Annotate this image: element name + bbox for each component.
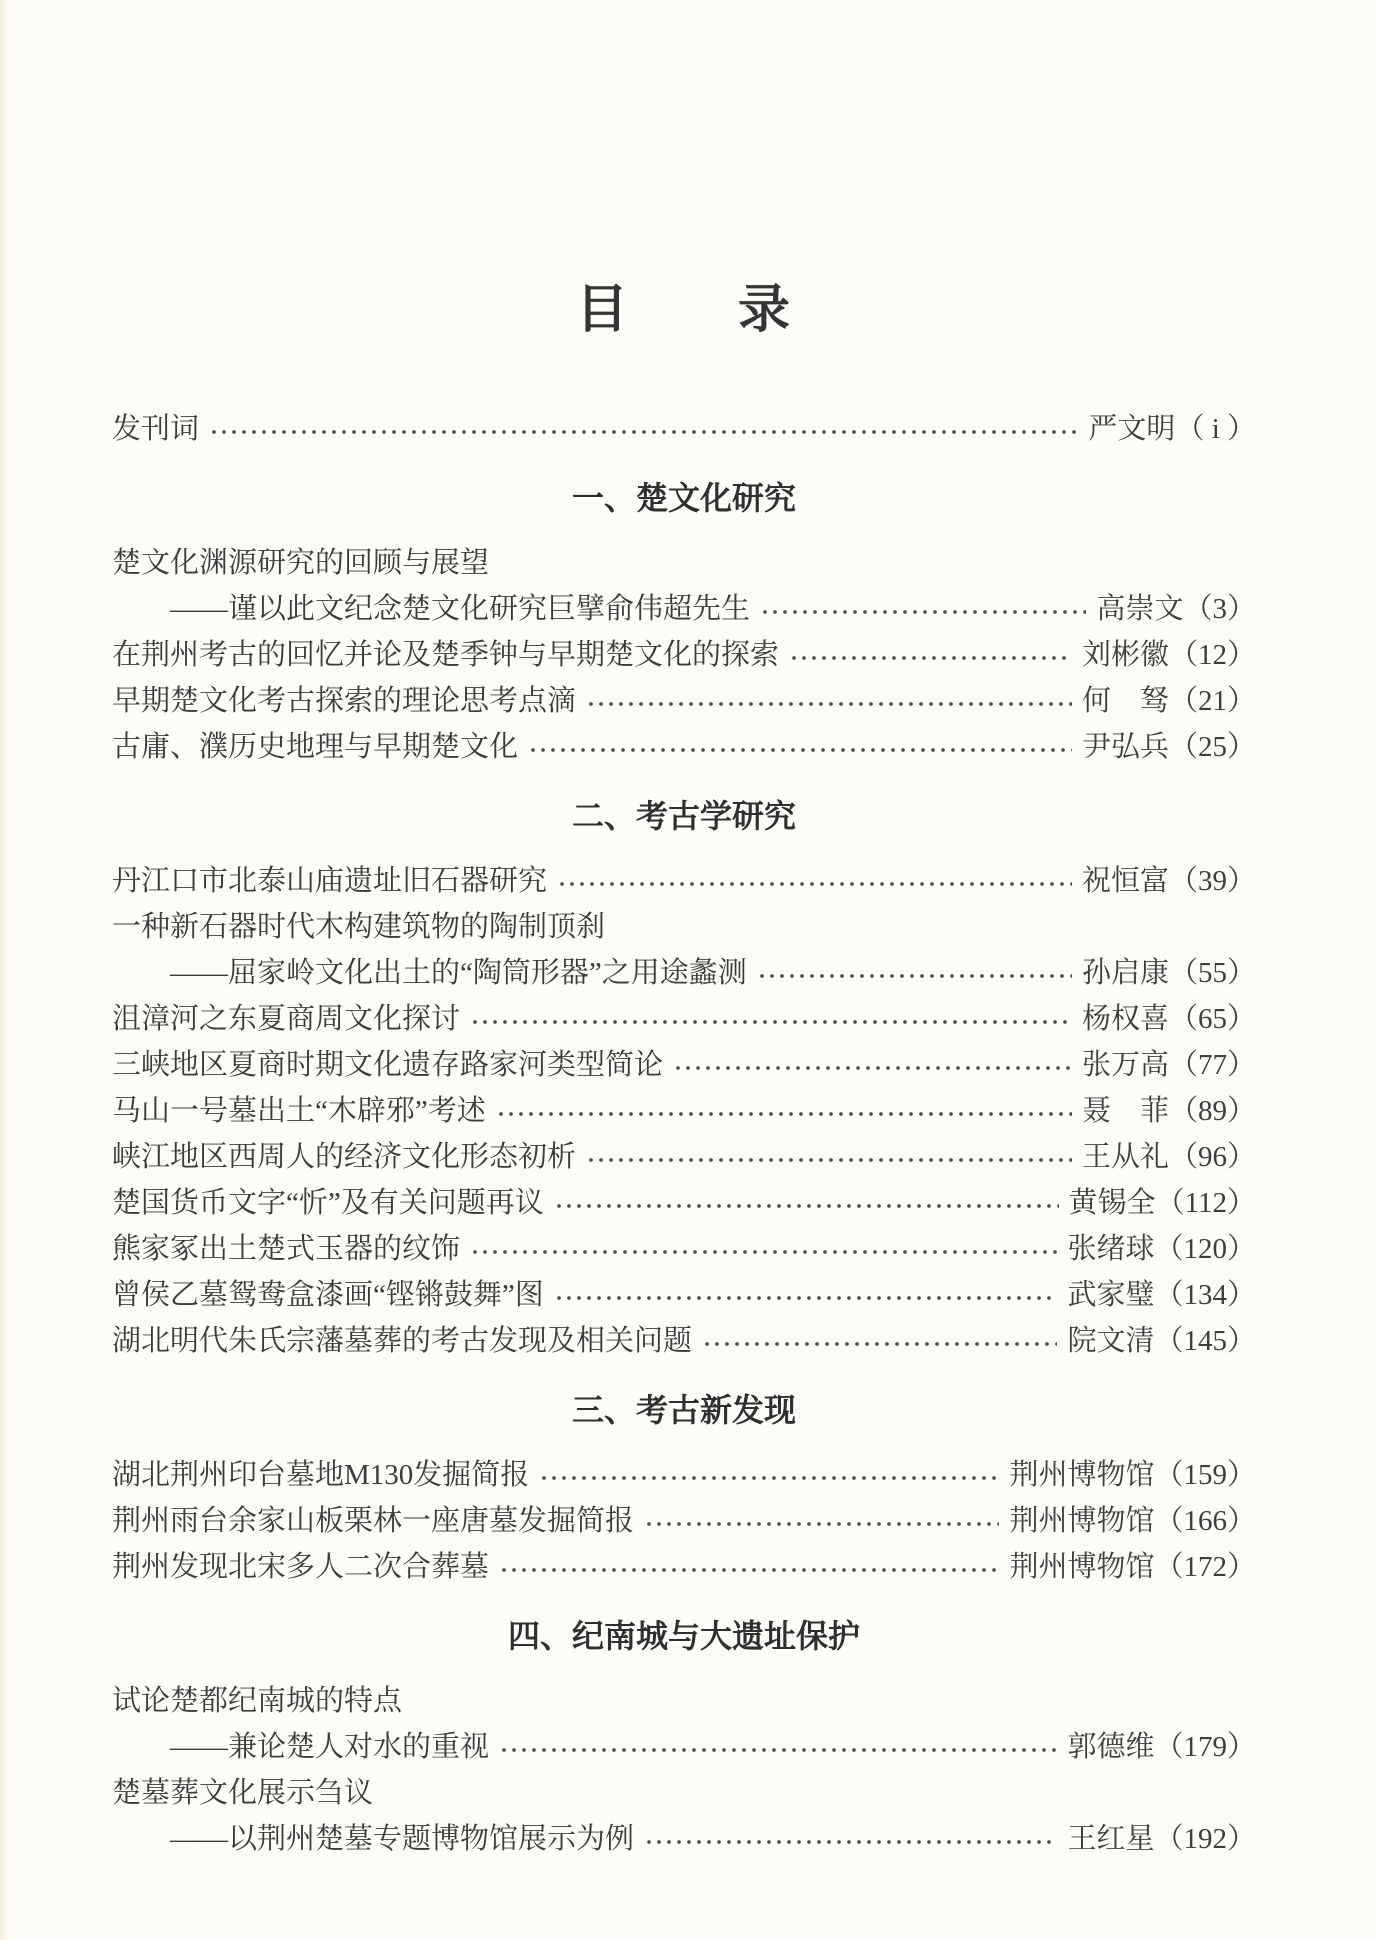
entry-author: 院文清 — [1067, 1325, 1155, 1357]
entry-title: 沮漳河之东夏商周文化探讨 — [112, 1003, 461, 1035]
entry-author: 祝恒富 — [1081, 865, 1169, 897]
entry-title: 一种新石器时代木构建筑物的陶制顶刹 — [112, 911, 606, 943]
entry-title: 在荆州考古的回忆并论及楚季钟与早期楚文化的探索 — [112, 639, 780, 671]
scan-page-edge — [0, 0, 10, 1940]
entry-page-number: （ i ） — [1175, 413, 1256, 445]
dot-leader — [537, 1452, 999, 1498]
entry-page-number: （21） — [1168, 685, 1256, 717]
entry-title: 三峡地区夏商时期文化遗存路家河类型简论 — [112, 1049, 664, 1081]
entry-author: 荆州博物馆 — [1009, 1551, 1155, 1583]
toc-entry-line — [112, 1088, 1256, 1134]
entry-title: 楚国货币文字“忻”及有关问题再议 — [112, 1187, 544, 1219]
entry-page-number: （77） — [1168, 1049, 1256, 1081]
dot-leader — [552, 1180, 1059, 1226]
entry-title: 荆州发现北宋多人二次合葬墓 — [112, 1551, 490, 1583]
dot-leader — [552, 1272, 1058, 1318]
entry-author: 何 驽 — [1081, 685, 1169, 717]
entry-page-number: （89） — [1168, 1095, 1256, 1127]
toc-entry-line — [112, 1452, 1256, 1498]
entry-page-number: （145） — [1154, 1325, 1256, 1357]
dot-leader — [468, 996, 1072, 1042]
section-heading: 四、纪南城与大遗址保护 — [507, 1618, 860, 1654]
toc-entry-line — [112, 950, 1256, 996]
dot-leader — [497, 1724, 1057, 1770]
entry-author: 武家璧 — [1067, 1279, 1155, 1311]
entry-page-number: （179） — [1154, 1731, 1256, 1763]
toc-entry-line — [112, 1134, 1256, 1180]
entry-title: 早期楚文化考古探索的理论思考点滴 — [112, 685, 577, 717]
entry-title: 湖北荆州印台墓地M130发掘简报 — [112, 1459, 530, 1491]
entry-author: 郭德维 — [1067, 1731, 1155, 1763]
entry-author: 荆州博物馆 — [1009, 1459, 1155, 1491]
entry-title: 楚文化渊源研究的回顾与展望 — [112, 547, 490, 579]
dot-leader — [584, 678, 1072, 724]
entry-title: 楚墓葬文化展示刍议 — [112, 1777, 374, 1809]
toc-entry-line — [112, 678, 1256, 724]
toc-entry-line — [112, 1770, 1256, 1816]
entry-title: 荆州雨台余家山板栗林一座唐墓发掘简报 — [112, 1505, 635, 1537]
dot-leader — [700, 1318, 1057, 1364]
dot-leader — [497, 1544, 999, 1590]
entry-page-number: （192） — [1154, 1823, 1256, 1855]
entry-author: 张绪球 — [1067, 1233, 1155, 1265]
entry-page-number: （159） — [1154, 1459, 1256, 1491]
entry-author: 严文明 — [1088, 413, 1176, 445]
section-heading: 三、考古新发现 — [571, 1392, 796, 1428]
entry-author: 王红星 — [1067, 1823, 1155, 1855]
entry-subtitle: ——以荆州楚墓专题博物馆展示为例 — [170, 1823, 635, 1855]
toc-entry-line — [112, 1180, 1256, 1226]
toc-entry-line — [112, 1498, 1256, 1544]
toc-entry-line — [112, 632, 1256, 678]
entry-page-number: （172） — [1154, 1551, 1256, 1583]
entry-author: 高崇文 — [1096, 593, 1184, 625]
entry-title: 湖北明代朱氏宗藩墓葬的考古发现及相关问题 — [112, 1325, 693, 1357]
entry-subtitle: ——屈家岭文化出土的“陶筒形器”之用途蠡测 — [170, 957, 747, 989]
entry-title: 丹江口市北泰山庙遗址旧石器研究 — [112, 865, 548, 897]
entry-subtitle: ——兼论楚人对水的重视 — [170, 1731, 490, 1763]
entry-page-number: （12） — [1168, 639, 1256, 671]
dot-leader — [671, 1042, 1072, 1088]
entry-page-number: （65） — [1168, 1003, 1256, 1035]
toc-list — [112, 406, 1256, 1862]
entry-author: 聂 菲 — [1081, 1095, 1169, 1127]
toc-entry-line — [112, 1272, 1256, 1318]
dot-leader — [555, 858, 1072, 904]
entry-title: 熊家冢出土楚式玉器的纹饰 — [112, 1233, 461, 1265]
entry-author: 刘彬徽 — [1081, 639, 1169, 671]
page-title: 目 录 — [575, 282, 792, 339]
entry-title: 峡江地区西周人的经济文化形态初析 — [112, 1141, 577, 1173]
entry-subtitle: ——谨以此文纪念楚文化研究巨擘俞伟超先生 — [170, 593, 751, 625]
toc-entry-line — [112, 1226, 1256, 1272]
section-heading: 一、楚文化研究 — [571, 480, 796, 516]
entry-title: 曾侯乙墓鸳鸯盒漆画“铿锵鼓舞”图 — [112, 1279, 544, 1311]
entry-title: 马山一号墓出土“木辟邪”考述 — [112, 1095, 486, 1127]
section-heading: 二、考古学研究 — [571, 798, 796, 834]
entry-author: 张万高 — [1081, 1049, 1169, 1081]
entry-title: 试论楚都纪南城的特点 — [112, 1685, 403, 1717]
toc-entry-line — [112, 540, 1256, 586]
toc-entry-line — [112, 586, 1256, 632]
entry-page-number: （3） — [1183, 593, 1256, 625]
toc-entry-line — [112, 1678, 1256, 1724]
toc-entry-line — [112, 1724, 1256, 1770]
entry-author: 孙启康 — [1081, 957, 1169, 989]
entry-page-number: （39） — [1168, 865, 1256, 897]
dot-leader — [642, 1498, 999, 1544]
toc-entry-line — [112, 1318, 1256, 1364]
entry-author: 黄锡全 — [1068, 1187, 1156, 1219]
dot-leader — [755, 950, 1072, 996]
toc-entry-line — [112, 1544, 1256, 1590]
toc-entry-line — [112, 996, 1256, 1042]
dot-leader — [787, 632, 1072, 678]
entry-title: 古庸、濮历史地理与早期楚文化 — [112, 731, 519, 763]
dot-leader — [758, 586, 1086, 632]
entry-author: 尹弘兵 — [1081, 731, 1169, 763]
entry-page-number: （112） — [1155, 1187, 1256, 1219]
toc-entry-line — [112, 1042, 1256, 1088]
entry-page-number: （120） — [1154, 1233, 1256, 1265]
dot-leader — [468, 1226, 1057, 1272]
entry-page-number: （166） — [1154, 1505, 1256, 1537]
entry-page-number: （25） — [1168, 731, 1256, 763]
dot-leader — [526, 724, 1072, 770]
entry-title: 发刊词 — [112, 413, 200, 445]
toc-entry-line — [112, 1816, 1256, 1862]
dot-leader — [494, 1088, 1072, 1134]
dot-leader — [207, 406, 1078, 452]
entry-author: 荆州博物馆 — [1009, 1505, 1155, 1537]
dot-leader — [584, 1134, 1072, 1180]
toc-entry-line — [112, 724, 1256, 770]
dot-leader — [642, 1816, 1057, 1862]
toc-entry-line — [112, 406, 1256, 452]
entry-author: 王从礼 — [1081, 1141, 1169, 1173]
entry-page-number: （134） — [1154, 1279, 1256, 1311]
entry-page-number: （96） — [1168, 1141, 1256, 1173]
toc-entry-line — [112, 904, 1256, 950]
entry-page-number: （55） — [1168, 957, 1256, 989]
toc-entry-line — [112, 858, 1256, 904]
entry-author: 杨权喜 — [1081, 1003, 1169, 1035]
